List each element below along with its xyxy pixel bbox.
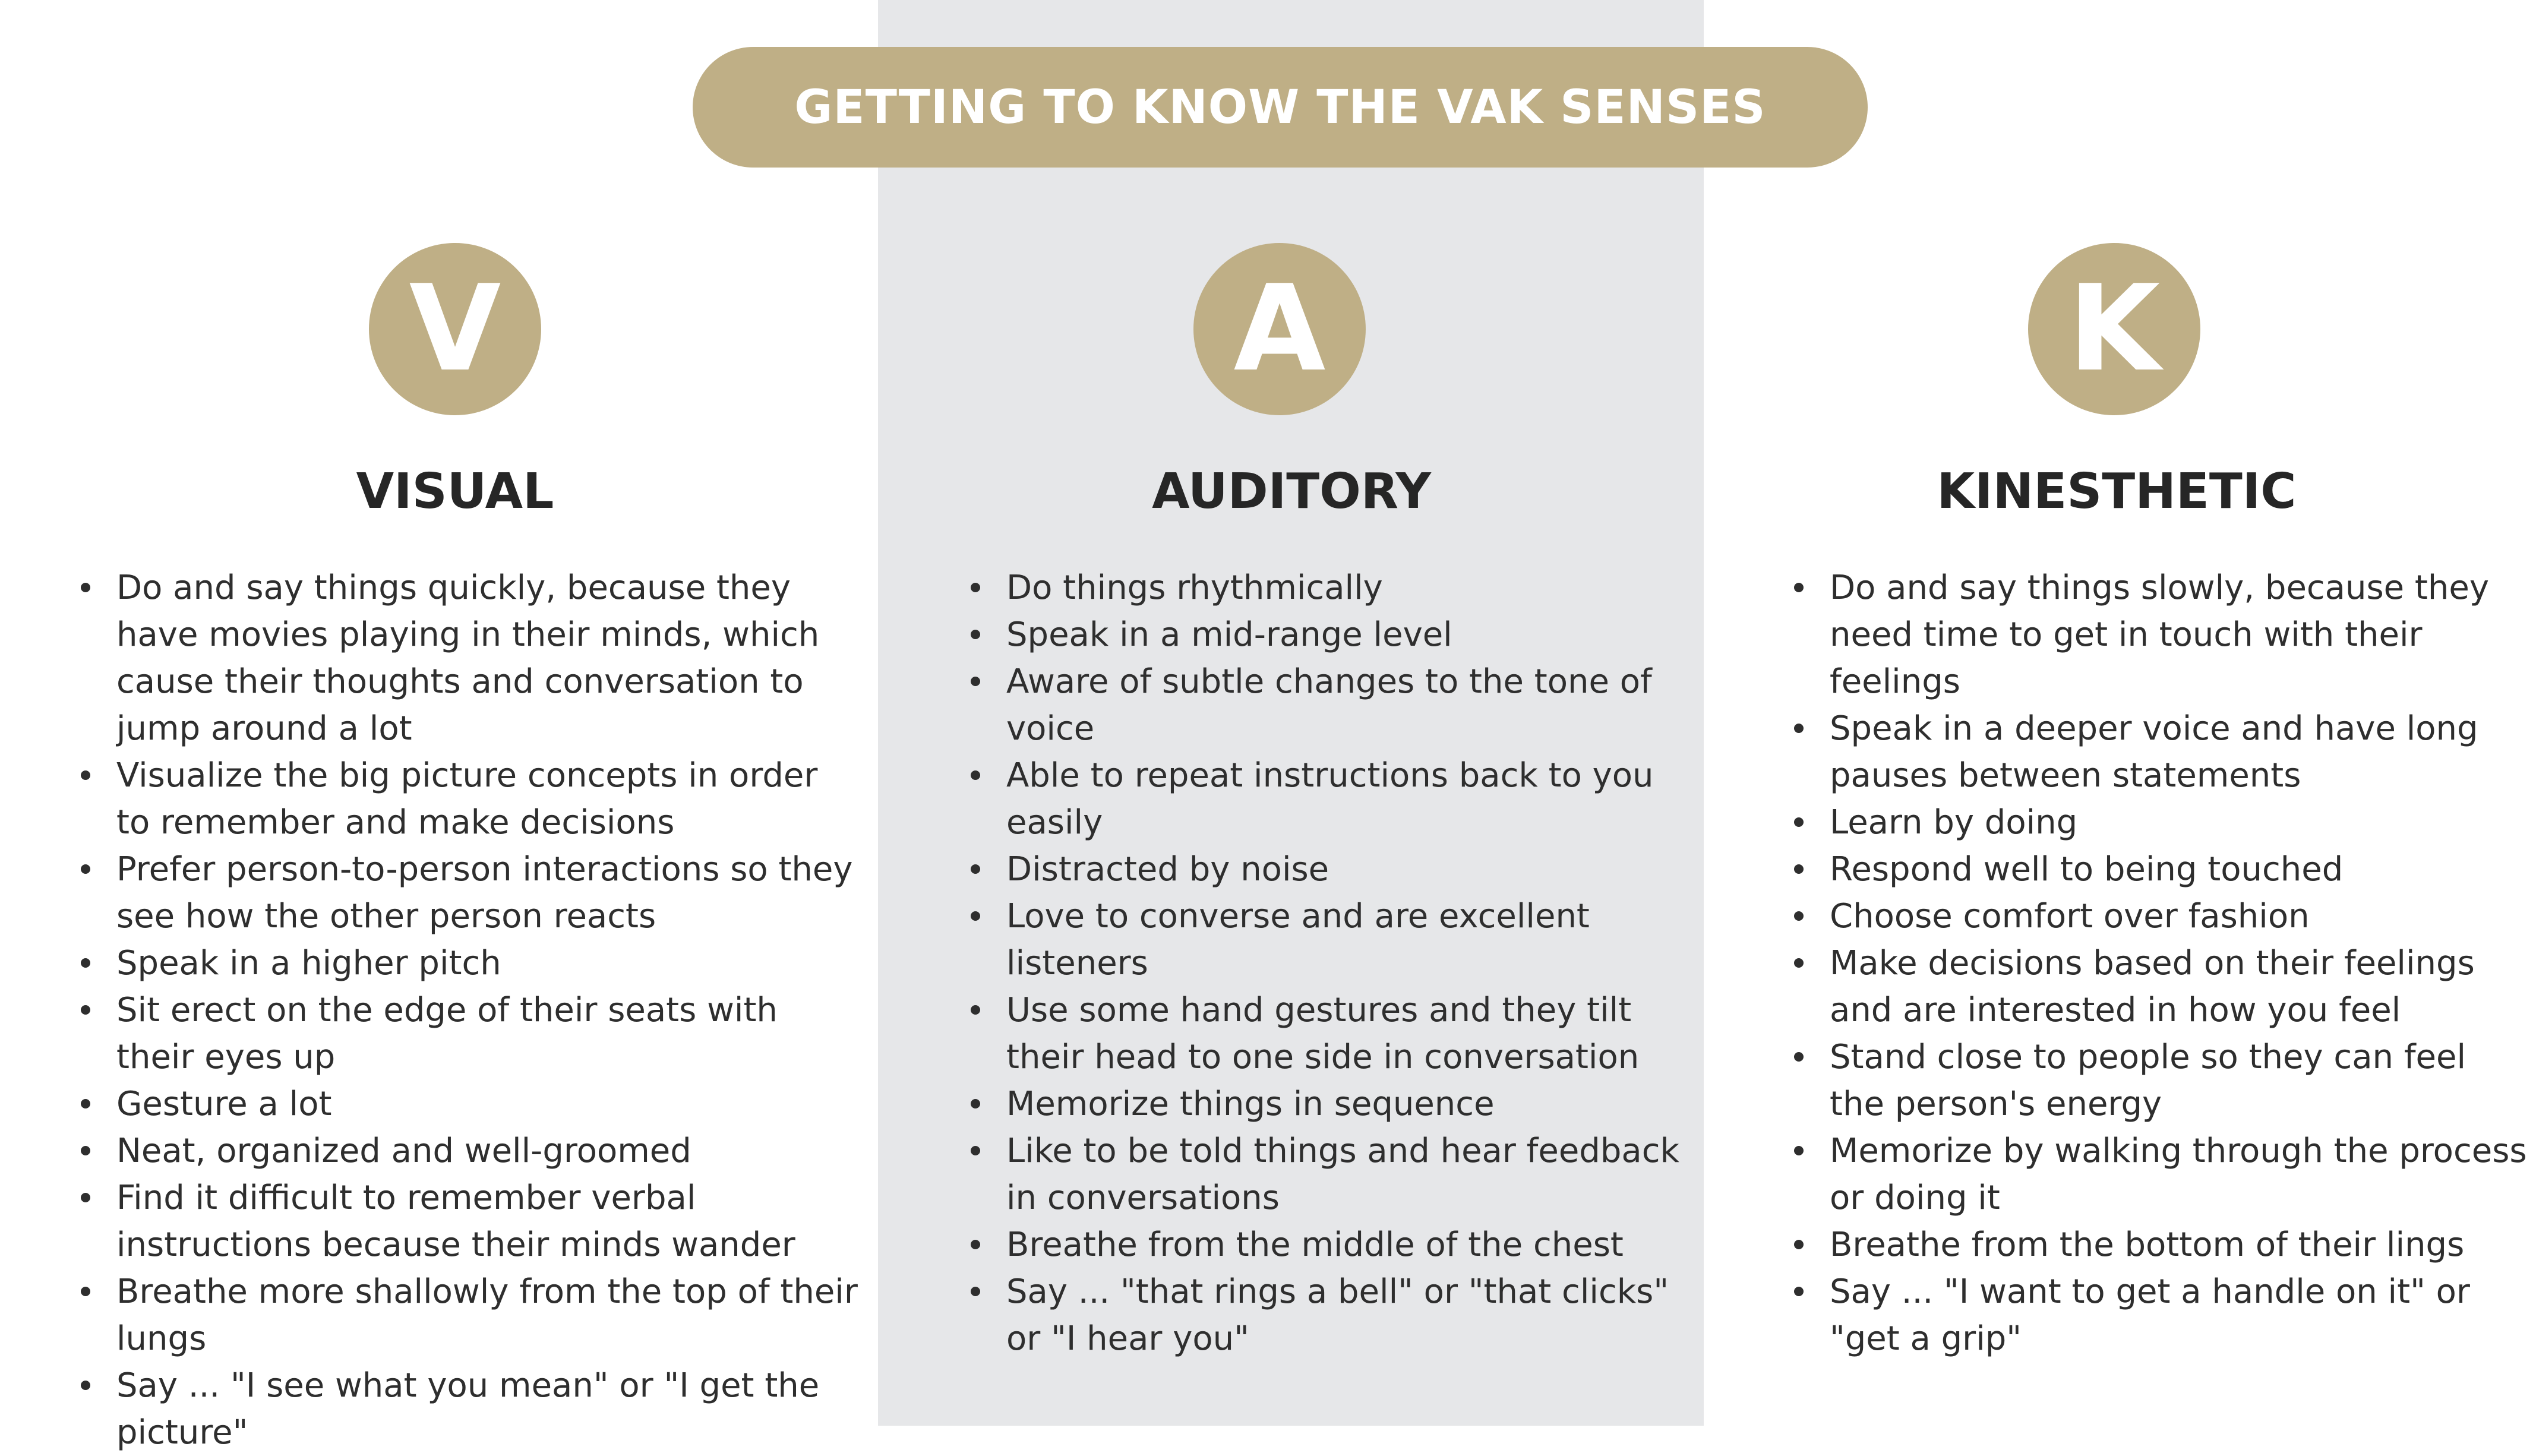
bullet-icon (1794, 864, 1804, 874)
auditory-column (878, 0, 1704, 1426)
bullet-icon (971, 677, 980, 686)
bullet-icon (81, 1287, 90, 1296)
kinesthetic-heading: KINESTHETIC (1937, 463, 2297, 520)
bullet-icon (971, 770, 980, 780)
kinesthetic-column (1704, 0, 2536, 1426)
visual-column (0, 0, 878, 1452)
list-item: Do things rhythmically (967, 564, 1698, 611)
list-item: Do and say things quickly, because they have movies playing in their minds, which cause their thoughts and conversation to jump around a lot (77, 564, 861, 752)
list-item: Breathe from the middle of the chest (967, 1221, 1698, 1268)
list-item: Like to be told things and hear feedback in conversations (967, 1127, 1698, 1221)
bullet-icon (81, 958, 90, 968)
list-item: Learn by doing (1790, 799, 2527, 846)
bullet-icon (971, 1146, 980, 1155)
page-title: GETTING TO KNOW THE VAK SENSES (794, 80, 1766, 134)
list-item: Stand close to people so they can feel the person's energy (1790, 1034, 2527, 1127)
list-item: Love to converse and are excellent listeners (967, 893, 1698, 987)
list-item: Breathe more shallowly from the top of their lungs (77, 1268, 861, 1362)
auditory-letter: A (1233, 260, 1326, 398)
bullet-icon (1794, 1287, 1804, 1296)
visual-letter-badge (369, 243, 541, 415)
list-item: Choose comfort over fashion (1790, 893, 2527, 940)
list-item: Make decisions based on their feelings and are interested in how you feel (1790, 940, 2527, 1034)
list-item: Neat, organized and well-groomed (77, 1127, 861, 1174)
bullet-icon (1794, 724, 1804, 733)
visual-letter: V (409, 260, 501, 398)
list-item: Aware of subtle changes to the tone of voice (967, 658, 1698, 752)
bullet-icon (1794, 817, 1804, 827)
list-item: Gesture a lot (77, 1081, 861, 1127)
list-item: Distracted by noise (967, 846, 1698, 893)
bullet-icon (971, 864, 980, 874)
bullet-icon (971, 1099, 980, 1108)
list-item: Use some hand gestures and they tilt their head to one side in conversation (967, 987, 1698, 1081)
bullet-icon (971, 1240, 980, 1249)
list-item: Find it difficult to remember verbal instructions because their minds wander (77, 1174, 861, 1268)
bullet-icon (81, 1193, 90, 1202)
bullet-icon (1794, 1052, 1804, 1062)
list-item: Say ... "that rings a bell" or "that clicks" or "I hear you" (967, 1268, 1698, 1362)
list-item: Memorize things in sequence (967, 1081, 1698, 1127)
auditory-list (967, 564, 1698, 1362)
list-item: Sit erect on the edge of their seats with their eyes up (77, 987, 861, 1081)
visual-heading: VISUAL (356, 463, 554, 520)
bullet-icon (971, 630, 980, 639)
kinesthetic-letter: K (2068, 260, 2161, 398)
bullet-icon (81, 583, 90, 592)
list-item: Say ... "I want to get a handle on it" or "get a grip" (1790, 1268, 2527, 1362)
bullet-icon (81, 864, 90, 874)
list-item: Speak in a deeper voice and have long pauses between statements (1790, 705, 2527, 799)
bullet-icon (1794, 958, 1804, 968)
auditory-letter-badge (1193, 243, 1366, 415)
bullet-icon (81, 1146, 90, 1155)
bullet-icon (81, 770, 90, 780)
list-item: Say ... "I see what you mean" or "I get the picture" (77, 1362, 861, 1456)
list-item: Do and say things slowly, because they need time to get in touch with their feelings (1790, 564, 2527, 705)
bullet-icon (1794, 911, 1804, 921)
bullet-icon (81, 1005, 90, 1015)
auditory-heading: AUDITORY (1152, 463, 1431, 520)
kinesthetic-letter-badge (2028, 243, 2200, 415)
list-item: Speak in a higher pitch (77, 940, 861, 987)
bullet-icon (1794, 583, 1804, 592)
bullet-icon (971, 1005, 980, 1015)
bullet-icon (81, 1381, 90, 1390)
bullet-icon (1794, 1146, 1804, 1155)
list-item: Able to repeat instructions back to you easily (967, 752, 1698, 846)
bullet-icon (971, 1287, 980, 1296)
visual-list (77, 564, 861, 1456)
kinesthetic-list (1790, 564, 2527, 1362)
list-item: Speak in a mid-range level (967, 611, 1698, 658)
list-item: Respond well to being touched (1790, 846, 2527, 893)
list-item: Breathe from the bottom of their lings (1790, 1221, 2527, 1268)
bullet-icon (971, 911, 980, 921)
bullet-icon (1794, 1240, 1804, 1249)
list-item: Prefer person-to-person interactions so they see how the other person reacts (77, 846, 861, 940)
list-item: Memorize by walking through the process or doing it (1790, 1127, 2527, 1221)
list-item: Visualize the big picture concepts in order to remember and make decisions (77, 752, 861, 846)
bullet-icon (971, 583, 980, 592)
bullet-icon (81, 1099, 90, 1108)
